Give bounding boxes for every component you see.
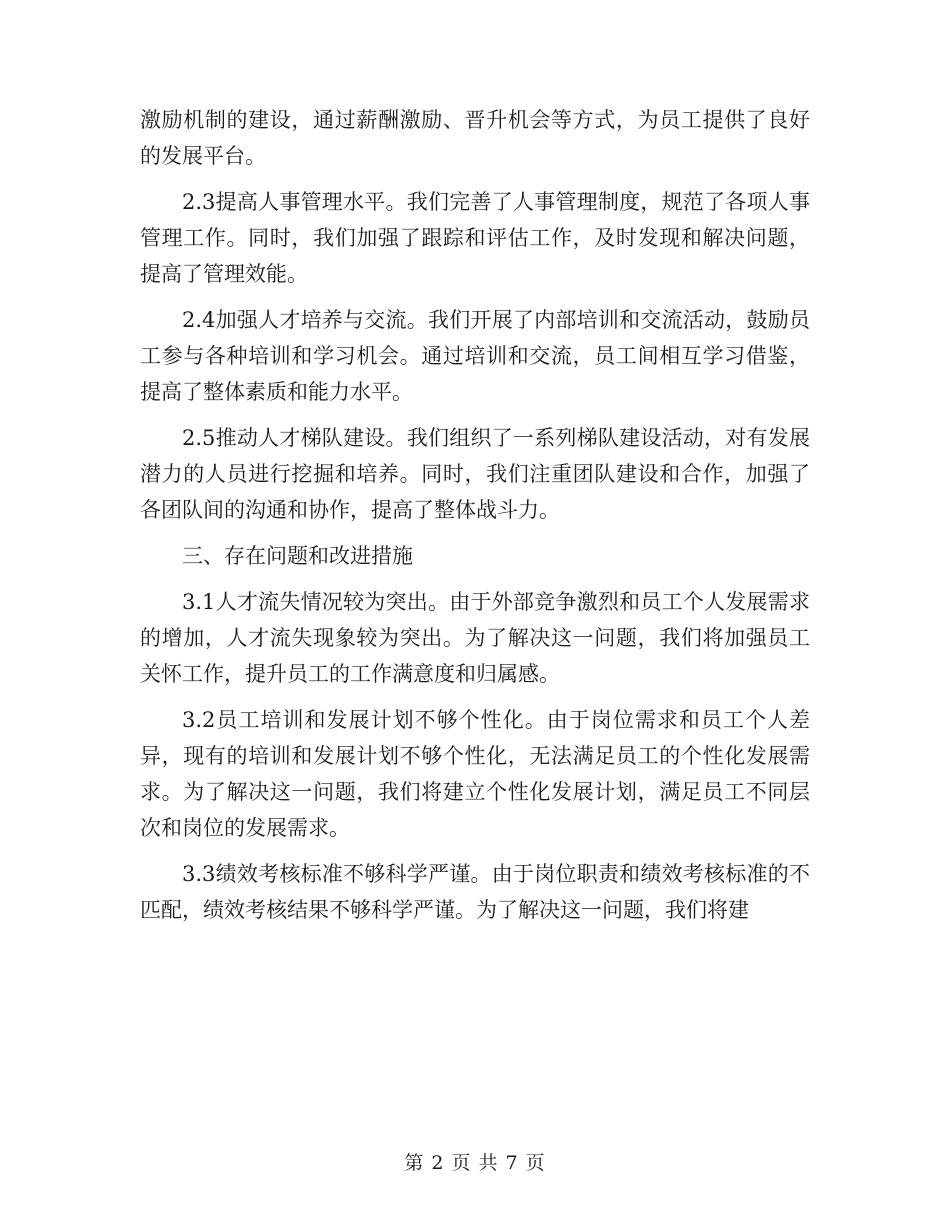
- paragraph-3-3: 3.3绩效考核标准不够科学严谨。由于岗位职责和绩效考核标准的不匹配，绩效考核结果不够科学严谨。为了解决这一问题，我们将建: [140, 862, 810, 922]
- document-body: [140, 102, 810, 938]
- paragraph-2-4: 2.4加强人才培养与交流。我们开展了内部培训和交流活动，鼓励员工参与各种培训和学习机会。通过培训和交流，员工间相互学习借鉴，提高了整体素质和能力水平。: [140, 308, 810, 404]
- paragraph-2-5: 2.5推动人才梯队建设。我们组织了一系列梯队建设活动，对有发展潜力的人员进行挖掘和培养。同时，我们注重团队建设和合作，加强了各团队间的沟通和协作，提高了整体战斗力。: [140, 426, 810, 522]
- paragraph-2-3: 2.3提高人事管理水平。我们完善了人事管理制度，规范了各项人事管理工作。同时，我们加强了跟踪和评估工作，及时发现和解决问题，提高了管理效能。: [140, 190, 810, 286]
- paragraph: 激励机制的建设，通过薪酬激励、晋升机会等方式，为员工提供了良好的发展平台。: [140, 108, 810, 168]
- section-heading: 三、存在问题和改进措施: [182, 544, 413, 568]
- paragraph-3-2: 3.2员工培训和发展计划不够个性化。由于岗位需求和员工个人差异，现有的培训和发展计划不够个性化，无法满足员工的个性化发展需求。为了解决这一问题，我们将建立个性化发展计划，满足员工不同层次和岗位的发展需求。: [140, 708, 810, 840]
- paragraph-3-1: 3.1人才流失情况较为突出。由于外部竞争激烈和员工个人发展需求的增加，人才流失现象较为突出。为了解决这一问题，我们将加强员工关怀工作，提升员工的工作满意度和归属感。: [140, 590, 810, 686]
- page-number-footer: 第 2 页 共 7 页: [404, 1152, 546, 1174]
